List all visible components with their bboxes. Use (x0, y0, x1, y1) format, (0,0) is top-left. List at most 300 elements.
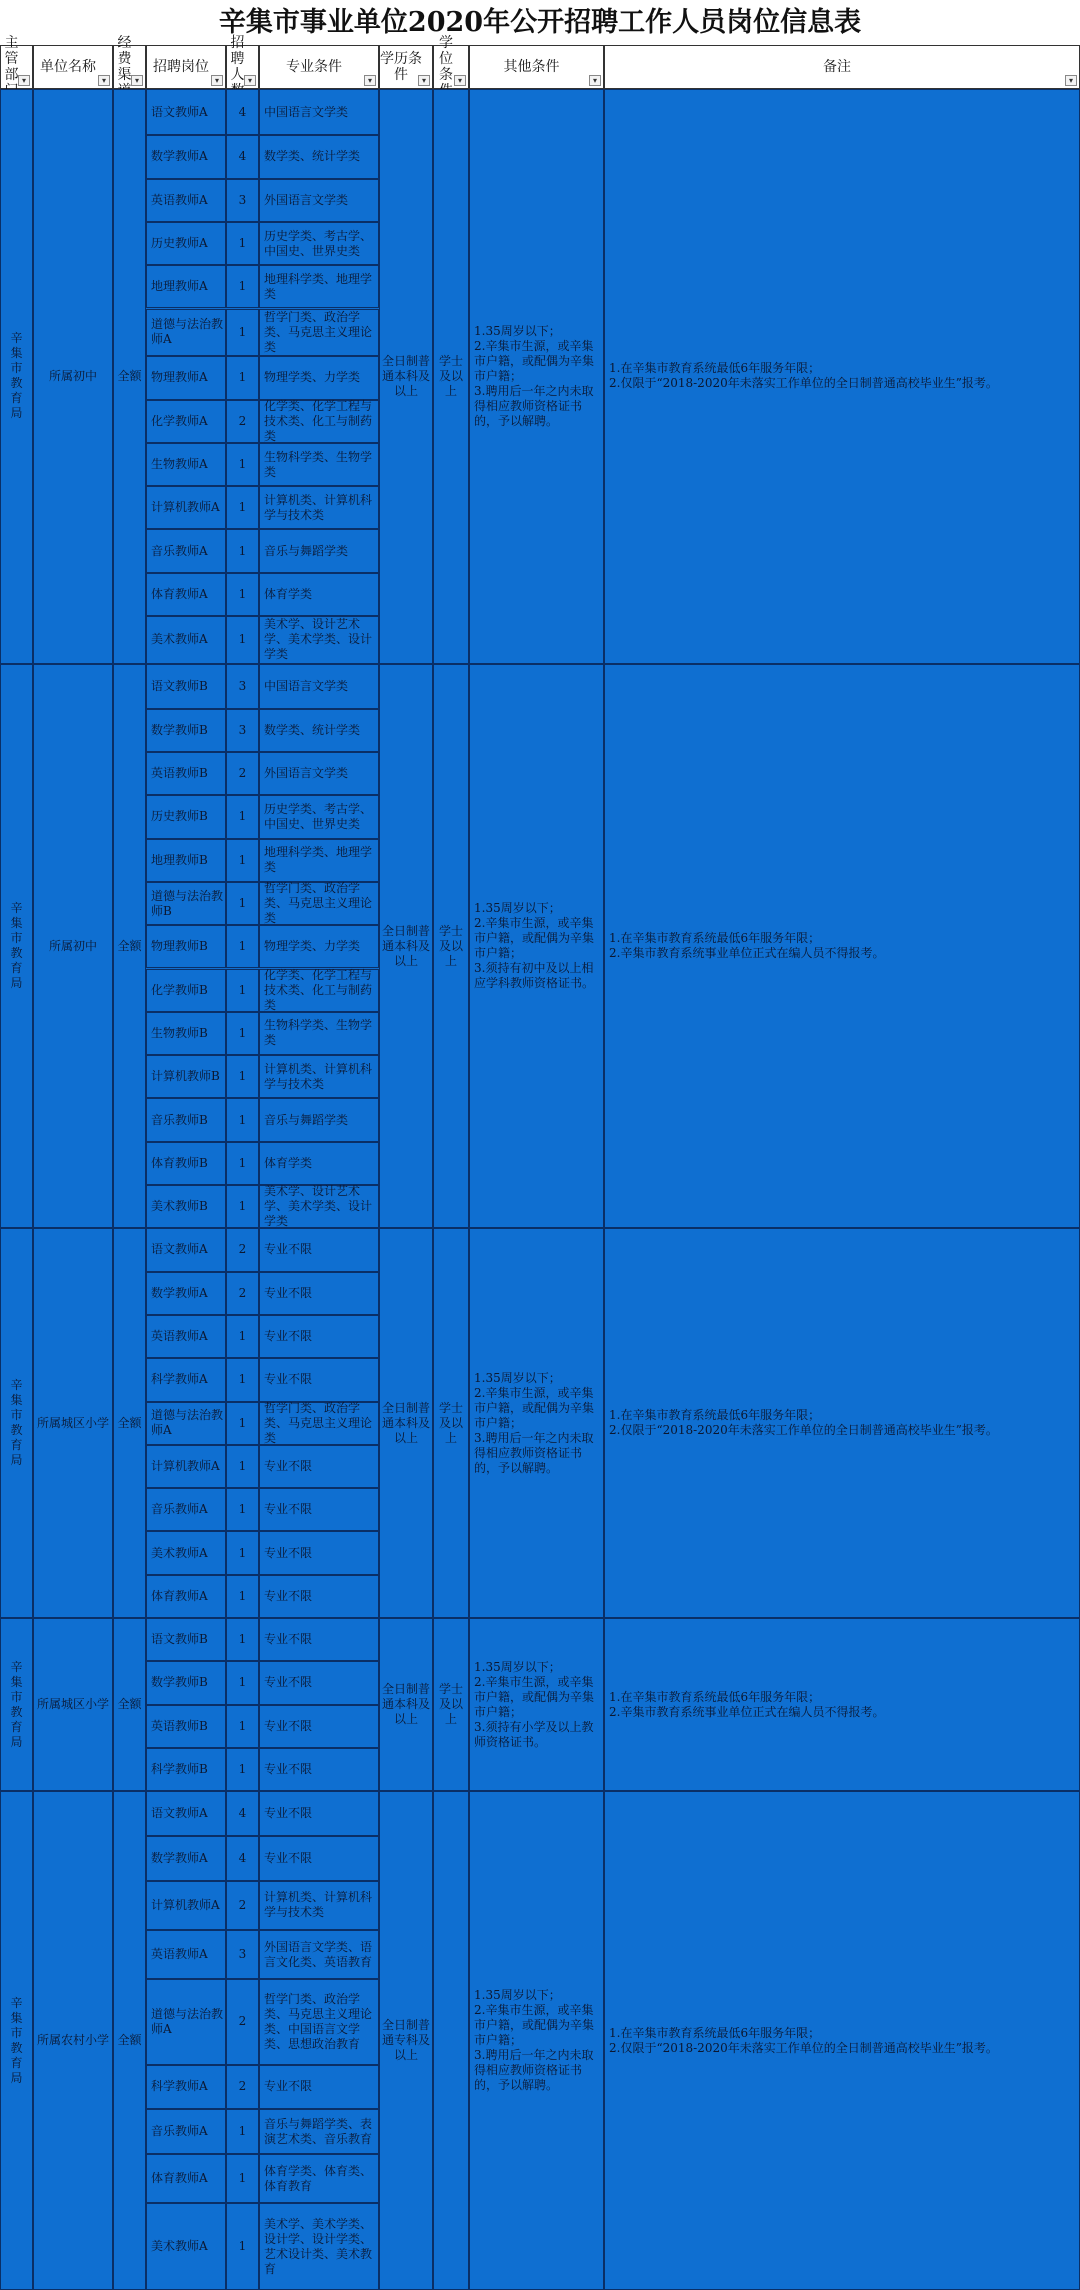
major-cell (259, 89, 379, 135)
count-cell-text: 2 (238, 766, 247, 781)
post-cell-text: 道德与法治教师A (151, 317, 224, 347)
other-conditions-cell-text: 1.35周岁以下； 2.辛集市生源，或辛集市户籍，或配偶为辛集市户籍； 3.聘用后一年之内未取得相应教师资格证书的，予以解聘。 (474, 1370, 595, 1475)
post-cell (146, 882, 226, 925)
major-cell (259, 925, 379, 968)
count-cell (226, 1358, 259, 1401)
education-cell (379, 1228, 433, 1618)
major-cell-text: 专业不限 (264, 1242, 313, 1257)
fund-cell (113, 1791, 146, 2290)
post-cell-text: 英语教师A (151, 1947, 208, 1962)
post-cell (146, 573, 226, 616)
major-cell-text: 计算机类、计算机科学与技术类 (264, 1061, 373, 1091)
count-cell-text: 2 (238, 1897, 247, 1912)
fund-cell-text: 全额 (117, 938, 142, 953)
count-cell (226, 1228, 259, 1271)
filter-dropdown-icon[interactable]: ▾ (244, 75, 256, 86)
count-cell (226, 1315, 259, 1358)
post-cell (146, 1358, 226, 1401)
post-cell-text: 英语教师A (151, 1329, 208, 1344)
education-cell (379, 1618, 433, 1791)
major-cell-text: 数学类、统计学类 (264, 149, 361, 164)
count-cell-text: 1 (238, 543, 247, 558)
header-num-label: 招聘 人 (230, 35, 245, 83)
major-cell (259, 1272, 379, 1315)
note-cell-text: 1.在辛集市教育系统最低6年服务年限； 2.辛集市教育系统事业单位正式在编人员不得报考。 (609, 1689, 885, 1719)
count-cell (226, 1661, 259, 1704)
post-cell (146, 1575, 226, 1618)
major-cell (259, 2154, 379, 2203)
count-cell-text: 2 (238, 2079, 247, 2094)
post-cell-text: 英语教师A (151, 192, 208, 207)
other-conditions-cell-text: 1.35周岁以下； 2.辛集市生源，或辛集市户籍，或配偶为辛集市户籍； 3.须持有小学及以上教师资格证书。 (474, 1659, 595, 1749)
post-cell-text: 数学教师A (151, 1285, 208, 1300)
count-cell (226, 925, 259, 968)
count-cell (226, 1445, 259, 1488)
filter-dropdown-icon[interactable]: ▾ (211, 75, 223, 86)
fund-cell (113, 1618, 146, 1791)
post-cell (146, 1881, 226, 1930)
major-cell-text: 音乐与舞蹈学类、表演艺术类、音乐教育 (264, 2116, 373, 2146)
post-cell (146, 1791, 226, 1836)
post-cell (146, 616, 226, 664)
unit-name-cell (33, 89, 113, 664)
post-cell-text: 语文教师A (151, 1242, 208, 1257)
count-cell (226, 1836, 259, 1881)
count-cell (226, 709, 259, 752)
major-cell (259, 1055, 379, 1098)
count-cell (226, 1272, 259, 1315)
post-cell (146, 1445, 226, 1488)
count-cell-text: 1 (238, 279, 247, 294)
count-cell (226, 400, 259, 443)
filter-dropdown-icon[interactable]: ▾ (454, 75, 466, 86)
major-cell (259, 309, 379, 357)
unit-name-cell-text: 所属城区小学 (36, 1415, 109, 1430)
major-cell-text: 中国语言文学类 (264, 104, 349, 119)
header-edu-label: 学历条件 (380, 51, 422, 83)
major-cell-text: 物理学类、力学类 (264, 370, 361, 385)
note-cell (604, 89, 1080, 664)
filter-dropdown-icon[interactable]: ▾ (98, 75, 110, 86)
dept-cell-text: 辛集市教育局 (10, 1659, 23, 1749)
post-cell (146, 1402, 226, 1445)
note-cell-text: 1.在辛集市教育系统最低6年服务年限； 2.辛集市教育系统事业单位正式在编人员不得报考。 (609, 931, 885, 961)
count-cell-text: 1 (238, 1588, 247, 1603)
header-fund-label: 经费 渠 (117, 35, 132, 83)
major-cell (259, 1575, 379, 1618)
post-cell-text: 历史教师A (151, 236, 208, 251)
count-cell (226, 1881, 259, 1930)
unit-name-cell (33, 664, 113, 1228)
post-cell-text: 计算机教师A (151, 1458, 220, 1473)
major-cell (259, 222, 379, 265)
post-cell (146, 309, 226, 357)
dept-cell-text: 辛集市教育局 (10, 331, 23, 421)
major-cell (259, 1228, 379, 1271)
education-cell-text: 全日制普通本科及以上 (381, 923, 430, 968)
note-cell-text: 1.在辛集市教育系统最低6年服务年限； 2.仅限于“2018-2020年未落实工作单位的全日制普通高校毕业生”报考。 (609, 2025, 998, 2055)
post-cell-text: 地理教师A (151, 279, 208, 294)
post-cell-text: 计算机教师B (151, 1069, 220, 1084)
count-cell-text: 1 (238, 236, 247, 251)
post-cell (146, 795, 226, 838)
post-cell-text: 英语教师B (151, 1718, 208, 1733)
other-conditions-cell (469, 89, 604, 664)
count-cell (226, 616, 259, 664)
count-cell (226, 486, 259, 529)
major-cell (259, 443, 379, 486)
filter-dropdown-icon[interactable]: ▾ (418, 75, 430, 86)
count-cell-text: 4 (238, 104, 247, 119)
major-cell-text: 历史学类、考古学、中国史、世界史类 (264, 228, 373, 258)
major-cell-text: 体育学类 (264, 1155, 313, 1170)
unit-name-cell-text: 所属农村小学 (36, 2033, 109, 2048)
post-cell-text: 数学教师B (151, 1675, 208, 1690)
major-cell (259, 1661, 379, 1704)
dept-cell (0, 1618, 33, 1791)
post-cell (146, 1488, 226, 1531)
other-conditions-cell (469, 1791, 604, 2290)
major-cell (259, 2109, 379, 2154)
count-cell (226, 1748, 259, 1791)
count-cell-text: 1 (238, 1025, 247, 1040)
major-cell-text: 生物科学类、生物学类 (264, 449, 373, 479)
other-conditions-cell (469, 664, 604, 1228)
post-cell-text: 地理教师B (151, 852, 208, 867)
count-cell-text: 2 (238, 2014, 247, 2029)
header-post (146, 45, 226, 89)
post-cell-text: 语文教师B (151, 678, 208, 693)
major-cell (259, 400, 379, 443)
count-cell (226, 795, 259, 838)
degree-cell-text: 学士及以上 (438, 1682, 463, 1727)
major-cell-text: 外国语言文学类、语言文化类、英语教育 (264, 1939, 373, 1969)
post-cell (146, 135, 226, 178)
post-cell-text: 科学教师A (151, 2079, 208, 2094)
major-cell-text: 专业不限 (264, 1285, 313, 1300)
header-num (226, 35, 259, 89)
post-cell-text: 体育教师A (151, 586, 208, 601)
filter-dropdown-icon[interactable]: ▾ (18, 75, 30, 86)
major-cell (259, 1315, 379, 1358)
post-cell-text: 体育教师A (151, 2171, 208, 2186)
education-cell (379, 1791, 433, 2290)
post-cell-text: 道德与法治教师B (151, 888, 224, 918)
major-cell (259, 486, 379, 529)
post-cell (146, 1705, 226, 1748)
major-cell-text: 专业不限 (264, 1502, 313, 1517)
dept-cell (0, 1228, 33, 1618)
major-cell-text: 计算机类、计算机科学与技术类 (264, 492, 373, 522)
count-cell-text: 1 (238, 2239, 247, 2254)
post-cell-text: 语文教师B (151, 1632, 208, 1647)
major-cell (259, 573, 379, 616)
major-cell (259, 1445, 379, 1488)
count-cell (226, 443, 259, 486)
post-cell (146, 839, 226, 882)
dept-cell (0, 89, 33, 664)
post-cell-text: 美术教师B (151, 1199, 208, 1214)
post-cell-text: 音乐教师A (151, 543, 208, 558)
post-cell-text: 英语教师B (151, 766, 208, 781)
major-cell-text: 美术学、美术学类、设计学、设计学类、艺术设计类、美术教育 (264, 2216, 373, 2276)
count-cell-text: 1 (238, 852, 247, 867)
post-cell-text: 体育教师B (151, 1155, 208, 1170)
count-cell-text: 2 (238, 1285, 247, 1300)
major-cell-text: 地理科学类、地理学类 (264, 845, 373, 875)
major-cell-text: 专业不限 (264, 1632, 313, 1647)
post-cell (146, 925, 226, 968)
post-cell-text: 化学教师B (151, 982, 208, 997)
count-cell-text: 1 (238, 1112, 247, 1127)
count-cell (226, 664, 259, 709)
count-cell-text: 1 (238, 1718, 247, 1733)
degree-cell-text: 学士及以上 (438, 1400, 463, 1445)
post-cell (146, 1185, 226, 1228)
post-cell-text: 数学教师A (151, 149, 208, 164)
count-cell-text: 4 (238, 149, 247, 164)
post-cell-text: 数学教师B (151, 722, 208, 737)
degree-cell (433, 1791, 469, 2290)
count-cell-text: 1 (238, 1415, 247, 1430)
unit-name-cell (33, 1791, 113, 2290)
major-cell (259, 1358, 379, 1401)
education-cell-text: 全日制普通本科及以上 (381, 1400, 430, 1445)
count-cell (226, 1098, 259, 1141)
note-cell-text: 1.在辛集市教育系统最低6年服务年限； 2.仅限于“2018-2020年未落实工作单位的全日制普通高校毕业生”报考。 (609, 1408, 998, 1438)
major-cell (259, 1531, 379, 1574)
unit-name-cell-text: 所属城区小学 (36, 1697, 109, 1712)
fund-cell-text: 全额 (117, 1415, 142, 1430)
major-cell-text: 化学类、化学工程与技术类、化工与制药类 (264, 967, 373, 1012)
post-cell (146, 664, 226, 709)
filter-dropdown-icon[interactable]: ▾ (364, 75, 376, 86)
header-degree-label: 学位条 (439, 35, 453, 83)
count-cell-text: 1 (238, 1199, 247, 1214)
major-cell (259, 664, 379, 709)
post-cell-text: 音乐教师A (151, 2124, 208, 2139)
header-dept (0, 35, 33, 89)
count-cell (226, 1930, 259, 1979)
count-cell-text: 3 (238, 678, 247, 693)
count-cell (226, 1575, 259, 1618)
major-cell (259, 969, 379, 1012)
header-dept-label: 主管 部 (4, 35, 19, 83)
dept-cell (0, 1791, 33, 2290)
post-cell-text: 计算机教师A (151, 500, 220, 515)
post-cell-text: 数学教师A (151, 1850, 208, 1865)
count-cell (226, 1185, 259, 1228)
post-cell (146, 1930, 226, 1979)
post-cell (146, 400, 226, 443)
filter-dropdown-icon[interactable]: ▾ (131, 75, 143, 86)
count-cell (226, 1705, 259, 1748)
header-unit (33, 45, 113, 89)
count-cell (226, 1618, 259, 1661)
major-cell-text: 计算机类、计算机科学与技术类 (264, 1890, 373, 1920)
dept-cell-text: 辛集市教育局 (10, 1995, 23, 2085)
count-cell (226, 265, 259, 308)
count-cell-text: 1 (238, 982, 247, 997)
count-cell-text: 1 (238, 1155, 247, 1170)
count-cell-text: 1 (238, 896, 247, 911)
post-cell (146, 1748, 226, 1791)
post-cell-text: 历史教师B (151, 809, 208, 824)
major-cell-text: 专业不限 (264, 1718, 313, 1733)
major-cell (259, 1881, 379, 1930)
count-cell-text: 1 (238, 1545, 247, 1560)
education-cell-text: 全日制普通专科及以上 (381, 2018, 430, 2063)
major-cell-text: 哲学门类、政治学类、马克思主义理论类 (264, 881, 373, 926)
page-title: 辛集市事业单位2020年公开招聘工作人员岗位信息表 (0, 0, 1080, 45)
post-cell (146, 1055, 226, 1098)
post-cell-text: 体育教师A (151, 1588, 208, 1603)
count-cell (226, 309, 259, 357)
post-cell (146, 1228, 226, 1271)
count-cell-text: 4 (238, 1806, 247, 1821)
count-cell-text: 1 (238, 1372, 247, 1387)
unit-name-cell-text: 所属初中 (48, 938, 97, 953)
major-cell (259, 265, 379, 308)
other-conditions-cell (469, 1618, 604, 1791)
filter-dropdown-icon[interactable]: ▾ (1065, 75, 1077, 86)
post-cell-text: 计算机教师A (151, 1897, 220, 1912)
major-cell (259, 709, 379, 752)
count-cell (226, 969, 259, 1012)
other-conditions-cell (469, 1228, 604, 1618)
post-cell-text: 物理教师B (151, 939, 208, 954)
major-cell-text: 数学类、统计学类 (264, 722, 361, 737)
post-cell (146, 1836, 226, 1881)
post-cell (146, 179, 226, 222)
major-cell-text: 体育学类、体育类、体育教育 (264, 2163, 373, 2193)
degree-cell (433, 1618, 469, 1791)
major-cell-text: 专业不限 (264, 2079, 313, 2094)
count-cell (226, 135, 259, 178)
major-cell-text: 外国语言文学类 (264, 766, 349, 781)
major-cell-text: 专业不限 (264, 1588, 313, 1603)
count-cell (226, 2109, 259, 2154)
post-cell-text: 道德与法治教师A (151, 1408, 224, 1438)
post-cell (146, 89, 226, 135)
count-cell-text: 1 (238, 370, 247, 385)
degree-cell (433, 89, 469, 664)
major-cell-text: 外国语言文学类 (264, 192, 349, 207)
fund-cell (113, 1228, 146, 1618)
post-cell (146, 2203, 226, 2290)
major-cell-text: 化学类、化学工程与技术类、化工与制药类 (264, 398, 373, 443)
degree-cell (433, 1228, 469, 1618)
major-cell-text: 专业不限 (264, 1675, 313, 1690)
post-cell (146, 752, 226, 795)
major-cell (259, 1836, 379, 1881)
post-cell (146, 356, 226, 399)
major-cell (259, 1705, 379, 1748)
education-cell-text: 全日制普通本科及以上 (381, 353, 430, 398)
header-fund (113, 35, 146, 89)
count-cell-text: 2 (238, 413, 247, 428)
recruitment-table (0, 89, 1080, 2290)
major-cell-text: 美术学、设计艺术学、美术学类、设计学类 (264, 1184, 373, 1229)
major-cell (259, 1012, 379, 1055)
post-cell-text: 音乐教师A (151, 1502, 208, 1517)
major-cell (259, 1402, 379, 1445)
post-cell-text: 音乐教师B (151, 1112, 208, 1127)
fund-cell-text: 全额 (117, 368, 142, 383)
count-cell-text: 1 (238, 500, 247, 515)
post-cell (146, 1315, 226, 1358)
post-cell (146, 2154, 226, 2203)
post-cell (146, 709, 226, 752)
count-cell-text: 1 (238, 939, 247, 954)
major-cell (259, 2203, 379, 2290)
count-cell (226, 1488, 259, 1531)
major-cell (259, 356, 379, 399)
major-cell-text: 美术学、设计艺术学、美术学类、设计学类 (264, 617, 373, 662)
header-major-label: 专业条件 (286, 59, 342, 75)
major-cell-text: 专业不限 (264, 1850, 313, 1865)
header-degree (433, 35, 469, 89)
header-major (259, 45, 379, 89)
post-cell (146, 443, 226, 486)
major-cell-text: 音乐与舞蹈学类 (264, 543, 349, 558)
filter-dropdown-icon[interactable]: ▾ (589, 75, 601, 86)
post-cell-text: 生物教师A (151, 457, 208, 472)
post-cell-text: 美术教师A (151, 1545, 208, 1560)
post-cell (146, 222, 226, 265)
post-cell-text: 道德与法治教师A (151, 2006, 224, 2036)
header-edu (379, 45, 433, 89)
degree-cell (433, 664, 469, 1228)
header-unit-label: 单位名称 (40, 59, 96, 75)
other-conditions-cell-text: 1.35周岁以下； 2.辛集市生源，或辛集市户籍，或配偶为辛集市户籍； 3.聘用后一年之内未取得相应教师资格证书的，予以解聘。 (474, 1988, 595, 2093)
major-cell-text: 地理科学类、地理学类 (264, 271, 373, 301)
count-cell-text: 1 (238, 457, 247, 472)
count-cell (226, 882, 259, 925)
count-cell-text: 1 (238, 2124, 247, 2139)
count-cell-text: 4 (238, 1850, 247, 1865)
major-cell (259, 1791, 379, 1836)
post-cell (146, 1272, 226, 1315)
major-cell (259, 1748, 379, 1791)
fund-cell-text: 全额 (117, 1697, 142, 1712)
major-cell (259, 1618, 379, 1661)
note-cell (604, 1618, 1080, 1791)
count-cell (226, 839, 259, 882)
major-cell-text: 体育学类 (264, 586, 313, 601)
count-cell-text: 1 (238, 632, 247, 647)
degree-cell-text: 学士及以上 (438, 353, 463, 398)
major-cell-text: 哲学门类、政治学类、马克思主义理论类 (264, 309, 373, 354)
post-cell-text: 美术教师A (151, 632, 208, 647)
count-cell-text: 1 (238, 1762, 247, 1777)
header-other (469, 45, 604, 89)
major-cell (259, 135, 379, 178)
count-cell (226, 89, 259, 135)
major-cell-text: 物理学类、力学类 (264, 939, 361, 954)
note-cell-text: 1.在辛集市教育系统最低6年服务年限； 2.仅限于“2018-2020年未落实工作单位的全日制普通高校毕业生”报考。 (609, 361, 998, 391)
count-cell-text: 1 (238, 1675, 247, 1690)
post-cell-text: 化学教师A (151, 413, 208, 428)
post-cell (146, 1012, 226, 1055)
major-cell (259, 752, 379, 795)
count-cell-text: 1 (238, 809, 247, 824)
count-cell (226, 1142, 259, 1185)
major-cell-text: 专业不限 (264, 1762, 313, 1777)
count-cell-text: 1 (238, 586, 247, 601)
post-cell (146, 265, 226, 308)
other-conditions-cell-text: 1.35周岁以下； 2.辛集市生源，或辛集市户籍，或配偶为辛集市户籍； 3.须持有初中及以上相应学科教师资格证书。 (474, 901, 595, 991)
